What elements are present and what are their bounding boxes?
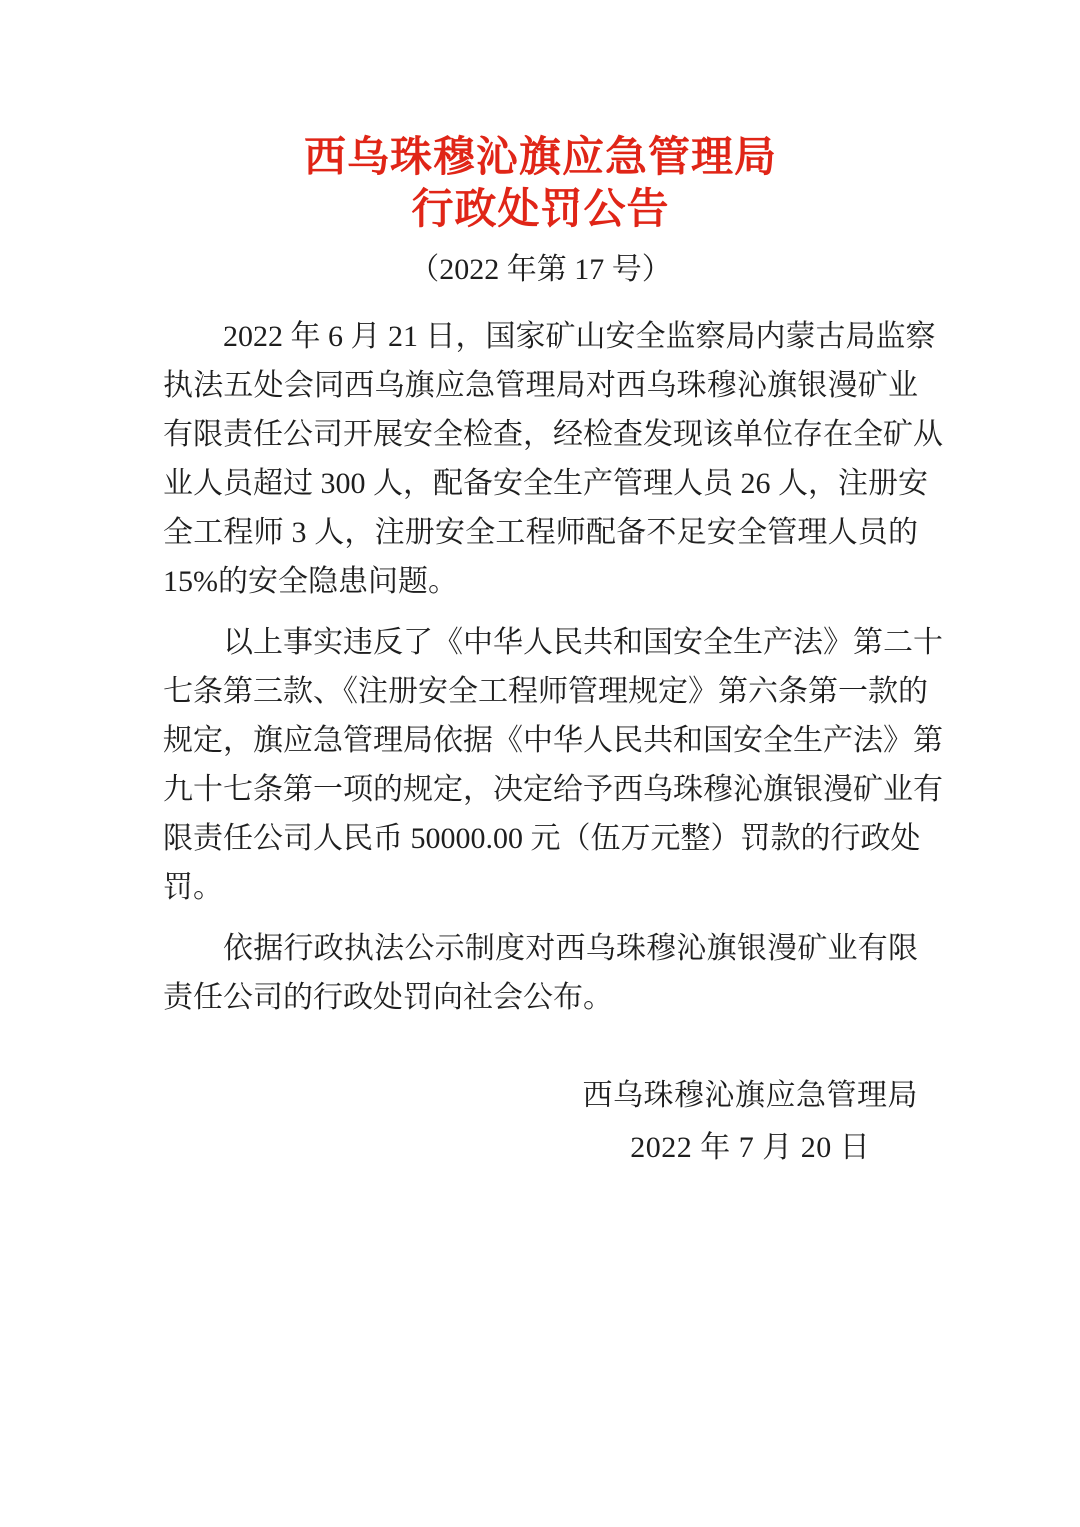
text-line: 2022 年 6 月 21 日，国家矿山安全监察局内蒙古局监察 [223,320,936,353]
text-line: 业人员超过 300 人，配备安全生产管理人员 26 人，注册安 [163,467,928,500]
signature-date: 2022 年 7 月 20 日 [630,1131,871,1164]
paragraph-inspection-findings [163,312,943,606]
text-line: 15%的安全隐患问题。 [163,565,458,598]
text-line: 规定，旗应急管理局依据《中华人民共和国安全生产法》第 [163,724,943,757]
signature-agency: 西乌珠穆沁旗应急管理局 [582,1079,918,1112]
paragraph-penalty-decision [163,618,943,912]
text-line: 罚。 [163,871,223,904]
document-body [163,312,943,1022]
text-line: 以上事实违反了《中华人民共和国安全生产法》第二十 [223,626,943,659]
text-line: 依据行政执法公示制度对西乌珠穆沁旗银漫矿业有限 [223,932,918,965]
text-line: 限责任公司人民币 50000.00 元（伍万元整）罚款的行政处 [163,822,921,855]
text-line: 九十七条第一项的规定，决定给予西乌珠穆沁旗银漫矿业有 [163,773,943,806]
paragraph-public-disclosure [163,924,918,1022]
document-title-line2: 行政处罚公告 [411,187,670,233]
text-line: 七条第三款、《注册安全工程师管理规定》第六条第一款的 [163,675,928,708]
text-line: 全工程师 3 人，注册安全工程师配备不足安全管理人员的 [163,516,918,549]
text-line: 执法五处会同西乌旗应急管理局对西乌珠穆沁旗银漫矿业 [163,369,918,402]
signature-block [583,1070,919,1174]
text-line: 有限责任公司开展安全检查，经检查发现该单位存在全矿从 [163,418,943,451]
document-number: （2022 年第 17 号） [409,253,672,286]
document-title-line1: 西乌珠穆沁旗应急管理局 [303,135,777,181]
text-line: 责任公司的行政处罚向社会公布。 [163,981,613,1014]
